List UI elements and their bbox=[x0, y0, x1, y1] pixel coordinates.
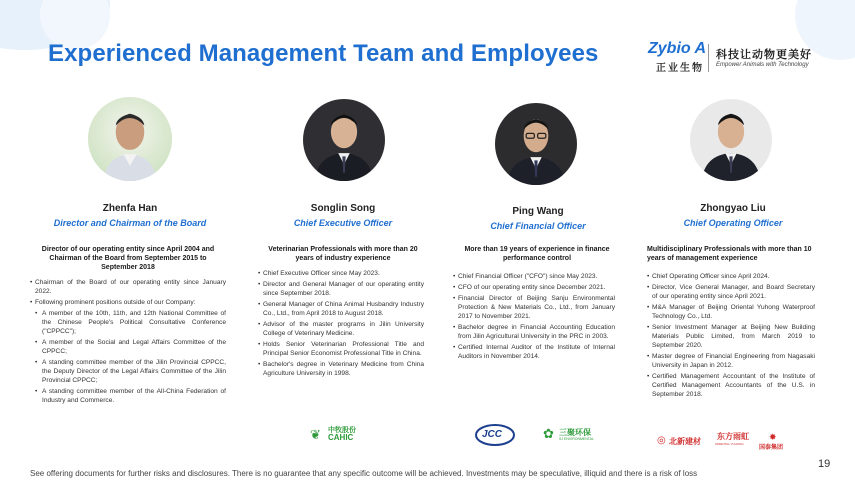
cahic-logo: ❦ 中牧股份 CAHIC bbox=[310, 427, 356, 442]
member-summary-heading: Director of our operating entity since April 2004 and Chairman of the Board from September 2015 to September 2018 bbox=[41, 246, 215, 271]
bio-item: • Chief Financial Officer ("CFO") since May 2023. bbox=[453, 272, 615, 281]
page-number: 19 bbox=[818, 458, 831, 470]
bio-item: • Holds Senior Veterinarian Professional Title and Principal Senior Economist Professional Title in China. bbox=[258, 340, 424, 358]
member-role: Chief Executive Officer bbox=[293, 218, 393, 228]
member-bio-list bbox=[453, 272, 615, 363]
portrait-photo bbox=[88, 97, 172, 181]
bio-item: • Director and General Manager of our operating entity since September 2018. bbox=[258, 280, 424, 298]
team-member-1 bbox=[30, 95, 230, 435]
team-member-3 bbox=[453, 95, 623, 441]
team-member-4 bbox=[647, 95, 819, 451]
emblem-icon: ✸ bbox=[769, 432, 777, 442]
member-summary-heading: More than 19 years of experience in finance performance control bbox=[464, 246, 610, 262]
swirl-icon: ✿ bbox=[543, 426, 554, 441]
bio-sub-item: • A standing committee member of the All-China Federation of Industry and Commerce. bbox=[30, 387, 226, 405]
portrait-photo bbox=[690, 99, 772, 181]
bio-item: • Advisor of the master programs in Jilin University College of Veterinary Medicine. bbox=[258, 320, 424, 338]
bio-sub-item: • A member of the 10th, 11th, and 12th National Committee of the Chinese People's Political Consultative Conference ("CPPCC"); bbox=[30, 309, 226, 336]
bio-item: • Bachelor degree in Financial Accounting Education from Jilin Agricultural University in the PRC in 2003. bbox=[453, 323, 615, 341]
member-role: Director and Chairman of the Board bbox=[53, 218, 207, 228]
member-summary-heading: Multidisciplinary Professionals with more than 10 years of management experience bbox=[647, 246, 812, 262]
portrait-photo bbox=[495, 103, 577, 185]
bnbm-logo: ◎ 北新建材 bbox=[657, 435, 701, 446]
logo-brand-cn: 正业生物 bbox=[656, 63, 704, 74]
company-logo bbox=[648, 40, 828, 76]
bio-item: • Financial Director of Beijing Sanju Environmental Protection & New Materials Co., Ltd., from January 2017 to November 2021. bbox=[453, 294, 615, 321]
member-name: Zhongyao Liu bbox=[700, 203, 766, 214]
jcc-logo: JCC bbox=[475, 424, 515, 446]
member-role: Chief Operating Officer bbox=[683, 218, 783, 228]
ring-icon: ◎ bbox=[657, 435, 666, 446]
disclaimer-footer: See offering documents for further risks and disclosures. There is no guarantee that any specific outcome will be achieved. Investments may be speculative, illiquid and there is a risk of loss bbox=[30, 469, 698, 478]
sanju-logo: ✿ 三聚环保 SJ ENVIRONMENTAL bbox=[543, 426, 594, 441]
bio-item: • Certified Internal Auditor of the Institute of Internal Auditors in November 2014. bbox=[453, 343, 615, 361]
bio-item: • M&A Manager of Beijing Oriental Yuhong Waterproof Technology Co., Ltd. bbox=[647, 303, 815, 321]
logo-slogan-cn: 科技让动物更美好 bbox=[716, 49, 812, 61]
member-role: Chief Financial Officer bbox=[490, 221, 586, 231]
bio-sub-item: • A standing committee member of the Jilin Provincial CPPCC, the Deputy Director of the Legal Affairs Committee of the Jilin Provincial CPPCC; bbox=[30, 358, 226, 385]
logo-slogan-en: Empower Animals with Technology bbox=[716, 62, 809, 68]
bio-item: • Director, Vice General Manager, and Board Secretary of our operating entity since April 2021. bbox=[647, 283, 815, 301]
bio-item: • Bachelor's degree in Veterinary Medicine from China Agriculture University in 1998. bbox=[258, 360, 424, 378]
member-bio-list bbox=[30, 278, 226, 407]
bio-item: • Chairman of the Board of our operating entity since January 2022. bbox=[30, 278, 226, 296]
bio-item: • Following prominent positions outside of our Company: bbox=[30, 298, 226, 307]
bio-item: • Certified Management Accountant of the Institute of Certified Management Accountants of the U.S. in September 2018. bbox=[647, 372, 815, 399]
leaf-icon: ❦ bbox=[310, 427, 321, 442]
member-bio-list bbox=[647, 272, 815, 401]
bio-item: • Chief Operating Officer since April 2024. bbox=[647, 272, 815, 281]
logo-brand-en: Zybio A bbox=[648, 40, 707, 57]
team-member-2 bbox=[258, 95, 428, 442]
member-bio-list bbox=[258, 269, 424, 380]
bio-item: • General Manager of China Animal Husbandry Industry Co., Ltd., from April 2018 to August 2018. bbox=[258, 300, 424, 318]
slide-title: Experienced Management Team and Employees bbox=[48, 40, 599, 67]
member-summary-heading: Veterinarian Professionals with more than 20 years of industry experience bbox=[268, 246, 418, 262]
bio-sub-item: • A member of the Social and Legal Affairs Committee of the CPPCC; bbox=[30, 338, 226, 356]
bio-item: • CFO of our operating entity since December 2021. bbox=[453, 283, 615, 292]
bio-item: • Senior Investment Manager at Beijing New Building Materials Public Limited, from March 2019 to September 2020. bbox=[647, 323, 815, 350]
bio-item: • Chief Executive Officer since May 2023. bbox=[258, 269, 424, 278]
logo-divider bbox=[708, 44, 709, 72]
member-name: Zhenfa Han bbox=[102, 203, 158, 214]
group-logo: ✸ 国泰集团 bbox=[759, 432, 784, 451]
oriental-yuhong-logo: 东方雨虹 ORIENTAL YUHONG bbox=[715, 432, 749, 446]
portrait-photo bbox=[303, 99, 385, 181]
member-name: Songlin Song bbox=[310, 203, 376, 214]
member-name: Ping Wang bbox=[512, 206, 564, 217]
bio-item: • Master degree of Financial Engineering from Nagasaki University in Japan in 2012. bbox=[647, 352, 815, 370]
